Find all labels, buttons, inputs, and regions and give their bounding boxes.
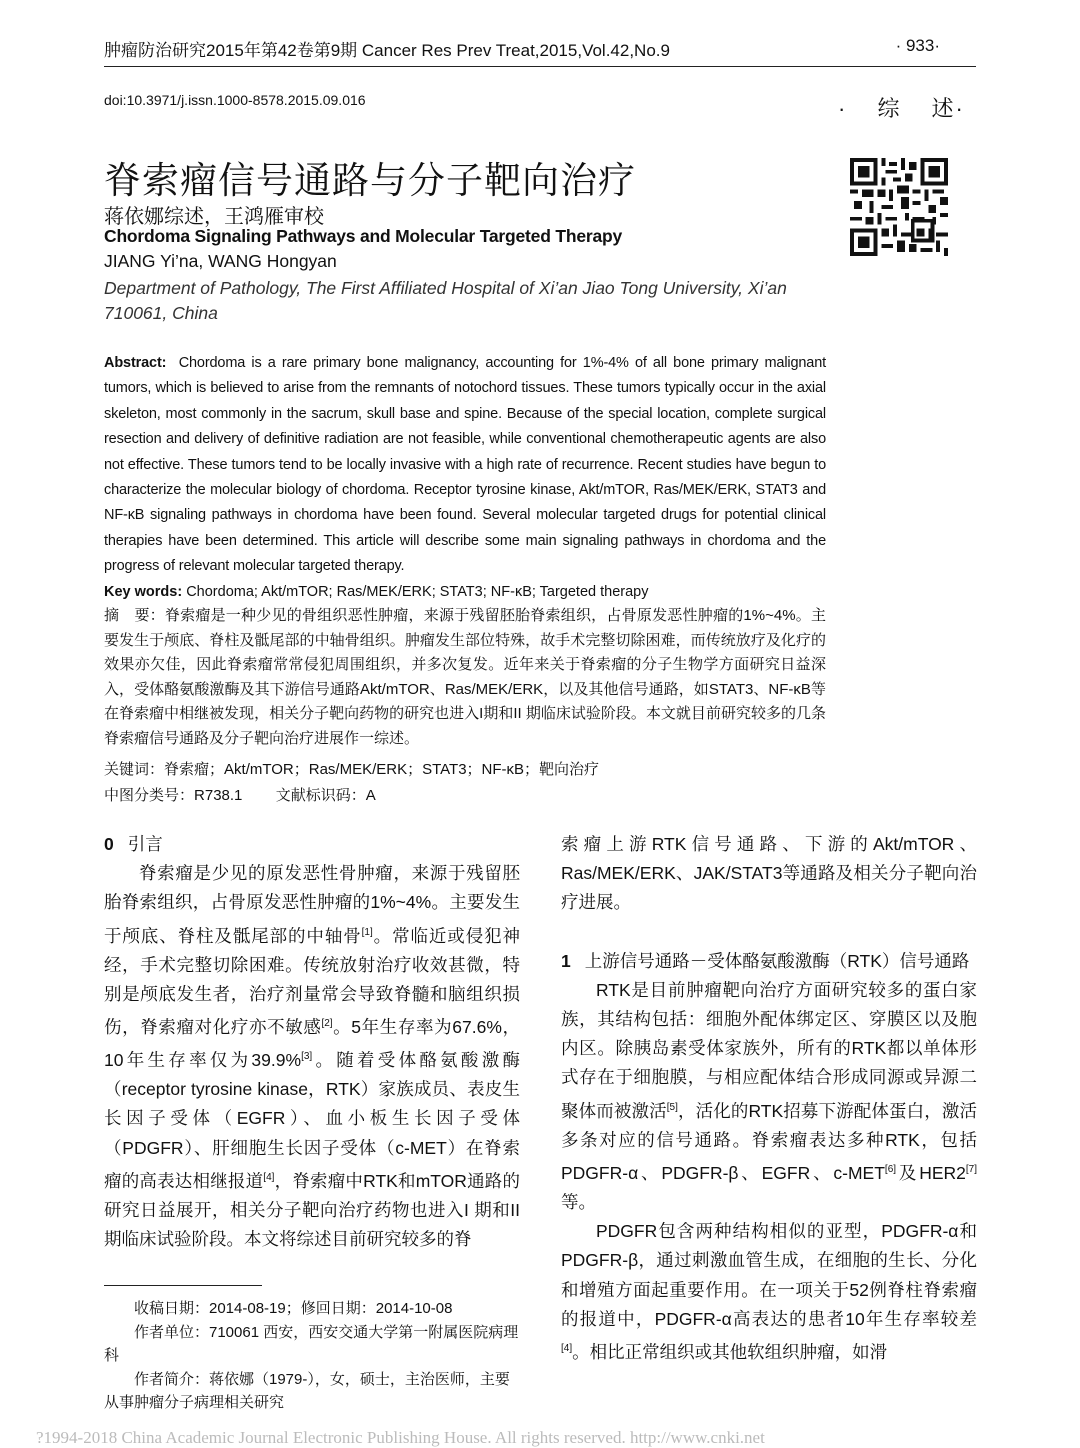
keywords-text: Chordoma; Akt/mTOR; Ras/MEK/ERK; STAT3; NF-κB; Targeted therapy [186, 584, 649, 600]
citation: [5] [666, 1101, 678, 1113]
classification [104, 784, 376, 805]
citation: [4] [263, 1171, 275, 1183]
clc-code: R738.1 [194, 787, 243, 804]
keywords-label: Key words: [104, 584, 183, 600]
keywords-cn-text: 脊索瘤；Akt/mTOR；Ras/MEK/ERK；STAT3；NF-κB；靶向治疗 [164, 761, 600, 778]
abstract-cn [104, 604, 826, 751]
text-run: 。相比正常组织或其他软组织肿瘤，如滑 [572, 1341, 888, 1362]
footnote-rule [104, 1285, 262, 1286]
section-0-title: 引言 [127, 834, 163, 854]
abstract-en [104, 351, 826, 580]
citation: [4] [561, 1342, 573, 1354]
section-1-heading [561, 947, 977, 976]
clc-label: 中图分类号： [104, 787, 195, 804]
text-run: 。随着受体酪氨酸激酶（receptor tyrosine kinase，RTK）家族成员、表皮生长因子受体（EGFR）、血小板生长因子受体（PDGFR）、肝细胞生长因子受体（c-MET）在脊索瘤的高表达相继报道 [104, 1049, 520, 1191]
section-1-title: 上游信号通路－受体酪氨酸激酶（RTK）信号通路 [584, 950, 970, 971]
footnotes [104, 1297, 520, 1415]
section-0-number: 0 [104, 834, 114, 854]
footnote-unit: 作者单位：710061 西安，西安交通大学第一附属医院病理科 [104, 1323, 519, 1364]
section-0-continuation: 索瘤上游RTK信号通路、下游的Akt/mTOR、Ras/MEK/ERK、JAK/STAT3等通路及相关分子靶向治疗进展。 [561, 834, 977, 913]
body-right-column [561, 830, 977, 1367]
authors-en: JIANG Yi’na, WANG Hongyan [104, 251, 337, 271]
keywords-cn-label: 关键词： [104, 761, 165, 778]
text-run: 及HER2 [896, 1162, 966, 1183]
abstract-cn-label: 摘 要： [104, 607, 165, 624]
doc-code-label: 文献标识码： [275, 787, 366, 804]
keywords-cn [104, 758, 599, 779]
abstract-label: Abstract: [104, 355, 167, 371]
text-run: RTK是目前肿瘤靶向治疗方面研究较多的蛋白家族，其结构包括：细胞外配体绑定区、穿膜区以及胞内区。除胰岛素受体家族外，所有的RTK都以单体形式存在于细胞膜，与相应配体结合形成同源或异源二聚体而被激活 [561, 979, 977, 1121]
abstract-cn-text: 脊索瘤是一种少见的骨组织恶性肿瘤，来源于残留胚胎脊索组织，占骨原发恶性肿瘤的1%~4%。主要发生于颅底、脊柱及骶尾部的中轴骨组织。肿瘤发生部位特殊，故手术完整切除困难，而传统放疗及化疗的效果亦欠佳，因此脊索瘤常常侵犯周围组织，并多次复发。近年来关于脊索瘤的分子生物学方面研究日益深入，受体酪氨酸激酶及其下游信号通路Akt/mTOR、Ras/MEK/ERK，以及其他信号通路，如STAT3、NF-κB等在脊索瘤中相继被发现，相关分子靶向药物的研究也进入I期和II 期临床试验阶段。本文就目前研究较多的几条脊索瘤信号通路及分子靶向治疗进展作一综述。 [104, 607, 826, 747]
keywords-en [104, 580, 826, 605]
text-run: ，脊索瘤中RTK和mTOR通路的研究日益展开，相关分子靶向治疗药物也进入I 期和II 期临床试验阶段。本文将综述目前研究较多的脊 [104, 1170, 520, 1249]
text-run: PDGFR包含两种结构相似的亚型，PDGFR-α和PDGFR-β，通过刺激血管生成，在细胞的生长、分化和增殖方面起重要作用。在一项关于52例脊柱脊索瘤的报道中，PDGFR-α高表达的患者10年生存率较差 [561, 1221, 977, 1329]
body-left-column [104, 830, 520, 1254]
section-1-paragraph-2 [561, 1217, 977, 1367]
authors-cn: 蒋依娜综述，王鸿雁审校 [104, 206, 324, 228]
citation: [6] [884, 1163, 897, 1175]
section-1-paragraph-1 [561, 976, 977, 1217]
doi: doi:10.3971/j.issn.1000-8578.2015.09.016 [104, 92, 366, 108]
journal-header: 肿瘤防治研究2015年第42卷第9期 Cancer Res Prev Treat,2015,Vol.42,No.9 [104, 41, 670, 60]
citation: [3] [301, 1051, 313, 1063]
affiliation-en: Department of Pathology, The First Affiliated Hospital of Xi’an Jiao Tong University, Xi’an 710061, China [104, 278, 787, 323]
citation: [2] [321, 1018, 333, 1030]
section-tag: · 综 述· [838, 96, 965, 121]
footnote-bio: 作者简介：蒋依娜（1979-），女，硕士，主治医师，主要从事肿瘤分子病理相关研究 [104, 1370, 510, 1411]
copyright-watermark: ?1994-2018 China Academic Journal Electronic Publishing House. All rights reserved. http://www.cnki.net [36, 1428, 765, 1447]
section-0-paragraph [104, 859, 520, 1254]
qr-code-icon [850, 158, 948, 256]
text-run: 。常临近或侵犯神经，手术完整切除困难。传统放射治疗收效甚微，特别是颅底发生者，治疗剂量常会导致脊髓和脑组织损伤，脊索瘤对化疗亦不敏感 [104, 925, 521, 1037]
text-run: 等。 [561, 1191, 596, 1212]
text-run: ，活化的RTK招募下游配体蛋白，激活多条对应的信号通路。脊索瘤表达多种RTK，包括PDGFR-α、PDGFR-β、EGFR、c-MET [561, 1100, 977, 1183]
doc-code: A [365, 787, 376, 804]
citation: [7] [965, 1163, 978, 1175]
text-run: 脊索瘤是少见的原发恶性骨肿瘤，来源于残留胚胎脊索组织，占骨原发恶性肿瘤的1%~4%。主要发生于颅底、脊柱及骶尾部的中轴骨 [104, 863, 520, 946]
title-cn: 脊索瘤信号通路与分子靶向治疗 [104, 160, 636, 201]
header-rule [104, 66, 976, 67]
abstract-text: Chordoma is a rare primary bone malignancy, accounting for 1%-4% of all bone primary malignant tumors, which is believed to arise from the remnants of notochord tissues. These tumors typically occur in the axial skeleton, most commonly in the sacrum, skull base and spine. Because of the special location, complete surgical resection and delivery of definitive radiation are not feasible, while conventional chemotherapeutic agents are also not effective. These tumors tend to be locally invasive with a high rate of recurrence. Recent studies have begun to characterize the molecular biology of chordoma. Receptor tyrosine kinase, Akt/mTOR, Ras/MEK/ERK, STAT3 and NF-κB signaling pathways in chordoma have been found. Several molecular targeted drugs for potential clinical therapies have been determined. This article will describe some main signaling pathways in chordoma and the progress of relevant molecular targeted therapy. [104, 355, 826, 575]
text-run: 。5年生存率为67.6%，10年生存率仅为39.9% [104, 1016, 520, 1070]
section-0-heading [104, 830, 520, 859]
section-1-number: 1 [561, 950, 571, 971]
spacer [561, 918, 977, 947]
footnote-received: 收稿日期：2014-08-19；修回日期：2014-10-08 [134, 1300, 453, 1317]
page-number: · 933· [895, 36, 940, 55]
citation: [1] [361, 926, 373, 938]
title-en: Chordoma Signaling Pathways and Molecular Targeted Therapy [104, 226, 623, 246]
